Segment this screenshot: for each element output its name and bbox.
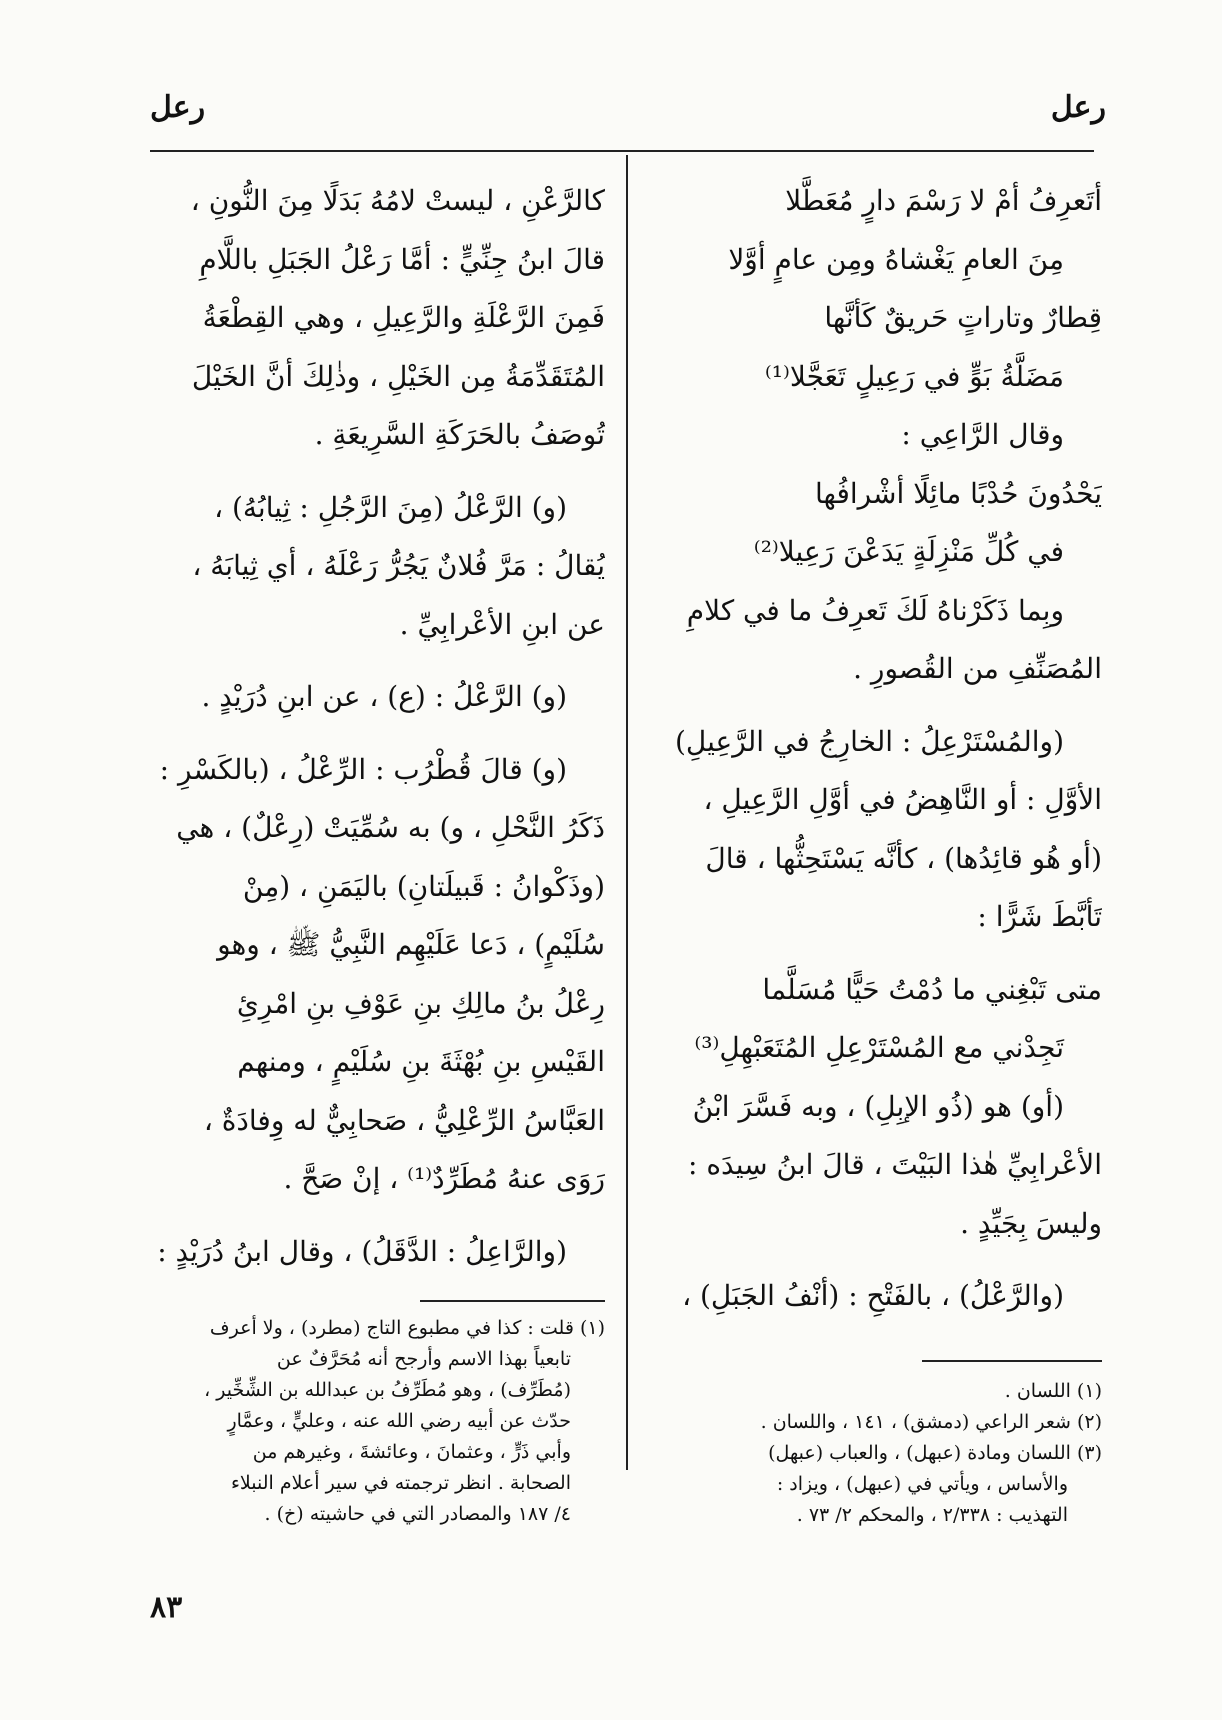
text-line: في كُلِّ مَنْزِلَةٍ يَدَعْنَ رَعِيلا⁽²⁾ (753, 535, 1064, 568)
text-line: أتَعرِفُ أمْ لا رَسْمَ دارٍ مُعَطَّلا (785, 184, 1102, 217)
text-line: يَحْدُونَ حُدْبًا مائِلًا أشْرافُها (815, 476, 1102, 510)
footnote-line: (١) اللسان . (1004, 1380, 1102, 1402)
text-line: القَيْسِ بنِ بُهْثَةَ بنِ سُلَيْمٍ ، ومنهم (237, 1045, 605, 1078)
footnote-line: ٤/ ١٨٧ والمصادر التي في حاشيته (خ) . (264, 1503, 571, 1525)
right-column (636, 172, 1102, 1326)
footnote-line: (مُطَرِّف) ، وهو مُطَرِّفُ بن عبدالله بن الشِّخِّير ، (204, 1379, 571, 1401)
running-header-right: رعل (1050, 90, 1106, 125)
footnote-line: التهذيب : ٢/٣٣٨ ، والمحكم ٢/ ٧٣ . (796, 1504, 1068, 1526)
text-line: سُلَيْمٍ) ، دَعا عَلَيْهِم النَّبِيُّ ﷺ ، وهو (217, 928, 605, 961)
text-line: مَضَلَّةُ بَوٍّ في رَعِيلٍ تَعَجَّلا⁽¹⁾ (764, 359, 1064, 393)
text-line: المُصَنِّفِ من القُصورِ . (853, 652, 1102, 685)
text-line: رَوَى عنهُ مُطَرِّدٌ⁽¹⁾ ، إنْ صَحَّ . (283, 1162, 605, 1195)
text-line: وليسَ بِجَيِّدٍ . (960, 1206, 1102, 1240)
text-line: (و) الرَّعْلُ (مِنَ الرَّجُلِ : ثِيابُهُ) ، (214, 490, 567, 524)
footnote-line: الصحابة . انظر ترجمته في سير أعلام النبلاء (230, 1472, 571, 1494)
text-line: قالَ ابنُ جِنِّيٍّ : أمَّا رَعْلُ الجَبَلِ باللَّامِ (199, 242, 605, 276)
text-line: (أو هُو قائِدُها) ، كأنَّه يَسْتَحِثُّها ، قالَ (705, 841, 1102, 875)
text-line: (والرَّاعِلُ : الدَّقَلُ) ، وقال ابنُ دُرَيْدٍ : (157, 1234, 567, 1268)
footnote-line: وأبي ذَرٍّ ، وعثمانَ ، وعائشةَ ، وغيرهم من (252, 1441, 571, 1463)
text-line: مِنَ العامِ يَغْشاهُ ومِن عامٍ أوَّلا (728, 242, 1064, 276)
footnote-rule-right (922, 1360, 1102, 1362)
left-column (150, 172, 605, 1281)
text-line: قِطارٌ وتاراتٍ حَريقٌ كَأنَّها (824, 301, 1102, 334)
footnote-rule-left (420, 1300, 605, 1302)
footnote-line: (١) قلت : كذا في مطبوع التاج (مطرد) ، ولا أعرف (209, 1317, 605, 1339)
text-line: (والمُسْتَرْعِلُ : الخارِجُ في الرَّعِيلِ) (674, 724, 1064, 758)
text-line: تَأبَّطَ شَرًّا : (977, 900, 1102, 933)
column-divider (626, 155, 628, 1470)
footnotes-right (636, 1376, 1102, 1531)
text-line: عن ابنِ الأعْرابِيِّ . (399, 607, 605, 641)
text-line: (و) الرَّعْلُ : (ع) ، عن ابنِ دُرَيْدٍ . (201, 680, 567, 713)
text-line: الأعْرابِيِّ هٰذا البَيْتَ ، قالَ ابنُ سِيدَه : (688, 1148, 1102, 1181)
text-line: وبِما ذَكَرْناهُ لَكَ تَعرِفُ ما في كلامِ (686, 593, 1064, 627)
text-line: المُتَقَدِّمَةُ مِن الخَيْلِ ، وذٰلِكَ أنَّ الخَيْلَ (191, 359, 605, 393)
text-line: يُقالُ : مَرَّ فُلانٌ يَجُرُّ رَعْلَهُ ، أي ثِيابَهُ ، (192, 549, 605, 582)
text-line: رِعْلُ بنُ مالِكِ بنِ عَوْفِ بنِ امْرِئِ (236, 986, 605, 1020)
text-line: كالرَّعْنِ ، ليستْ لامُهُ بَدَلًا مِنَ النُّونِ ، (190, 184, 605, 217)
footnotes-left (150, 1313, 605, 1530)
text-line: (وذَكْوانُ : قَبيلَتانِ) باليَمَنِ ، (مِنْ (242, 869, 605, 903)
header-rule (150, 150, 1094, 152)
footnote-line: والأساس ، ويأتي في (عبهل) ، ويزاد : (776, 1473, 1068, 1495)
footnote-line: (٣) اللسان ومادة (عبهل) ، والعباب (عبهل) (768, 1442, 1102, 1464)
text-line: فَمِنَ الرَّعْلَةِ والرَّعِيلِ ، وهي القِطْعَةُ (202, 301, 605, 334)
text-line: (و) قالَ قُطْرُب : الرِّعْلُ ، (بالكَسْرِ : (159, 752, 567, 786)
text-line: الأوَّلِ : أو النَّاهِضُ في أوَّلِ الرَّعِيلِ ، (703, 783, 1102, 816)
text-line: متى تَبْغِني ما دُمْتُ حَيًّا مُسَلَّما (762, 972, 1102, 1006)
text-line: ذَكَرُ النَّحْلِ ، و) به سُمِّيَتْ (رِعْلٌ) ، هي (176, 811, 605, 844)
text-line: تَجِدْني مع المُسْتَرْعِلِ المُتَعَبْهِلِ⁽³⁾ (694, 1031, 1064, 1064)
footnote-line: تابعياً بهذا الاسم وأرجح أنه مُحَرَّفٌ عن (276, 1348, 571, 1370)
text-line: وقال الرَّاعِي : (901, 418, 1064, 451)
page-number: ٨٣ (150, 1590, 183, 1625)
footnote-line: حدّث عن أبيه رضي الله عنه ، وعليٍّ ، وعمَّارٍ (227, 1410, 571, 1432)
text-line: تُوصَفُ بالحَرَكَةِ السَّرِيعَةِ . (314, 418, 605, 451)
text-line: (أو) هو (ذُو الإبِلِ) ، وبه فَسَّرَ ابْنُ (692, 1089, 1064, 1123)
text-line: (والرَّعْلُ) ، بالفَتْحِ : (أنْفُ الجَبَلِ) ، (682, 1279, 1064, 1312)
footnote-line: (٢) شعر الراعي (دمشق) ، ١٤١ ، واللسان . (760, 1411, 1102, 1433)
running-header-left: رعل (150, 90, 206, 125)
text-line: العَبَّاسُ الرِّعْلِيُّ ، صَحابِيٌّ له وِفادَةٌ ، (203, 1103, 605, 1137)
